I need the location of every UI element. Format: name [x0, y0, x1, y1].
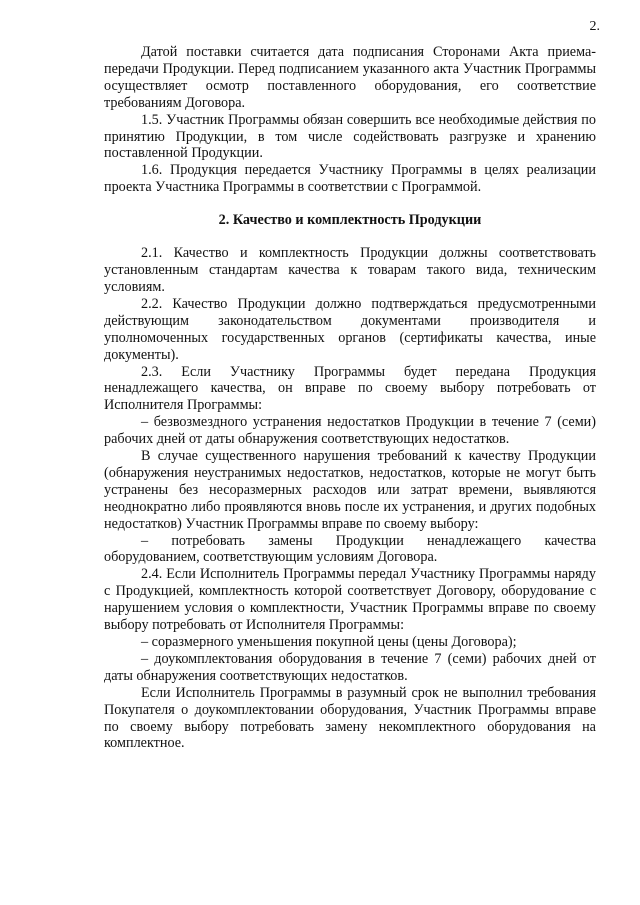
paragraph-incomplete-replacement: Если Исполнитель Программы в разумный срок не выполнил требования Покупателя о доукомплектовании оборудования, Участник Программы вправе по своему выбору потребовать замену некомплектного оборудования на комплектное. [104, 684, 596, 752]
section-heading: 2. Качество и комплектность Продукции [218, 212, 482, 229]
list-item-replacement: – потребовать замены Продукции ненадлежащего качества оборудованием, соответствующим условиям Договора. [104, 532, 596, 566]
paragraph-2-2: 2.2. Качество Продукции должно подтверждаться предусмотренными действующим законодательством документами производителя и уполномоченных государственных органов (сертификаты качества, иные документы). [104, 295, 596, 363]
paragraph-1-6: 1.6. Продукция передается Участнику Программы в целях реализации проекта Участника Программы в соответствии с Программой. [104, 162, 596, 196]
paragraph-delivery-date: Датой поставки считается дата подписания Сторонами Акта приема-передачи Продукции. Перед подписанием указанного акта Участник Программы осуществляет осмотр поставленного оборудования, его соответствие требованиям Договора. [104, 44, 596, 111]
list-item-price-reduction: – соразмерного уменьшения покупной цены (цены Договора); [141, 634, 517, 650]
paragraph-1-5: 1.5. Участник Программы обязан совершить все необходимые действия по принятию Продукции, в том числе содействовать разгрузке и хранению поставленной Продукции. [104, 111, 596, 162]
paragraph-significant-breach: В случае существенного нарушения требований к качеству Продукции (обнаружения неустранимых недостатков, недостатков, которые не могут быть устранены без несоразмерных расходов или затрат времени, выявляются неоднократно либо проявляются вновь после их устранения, и других подобных недостатков) Участник Программы вправе по своему выбору: [104, 448, 596, 532]
document-body [104, 44, 596, 752]
page-number: 2. [589, 19, 600, 34]
list-item-repair: – безвозмездного устранения недостатков Продукции в течение 7 (семи) рабочих дней от даты обнаружения соответствующих недостатков. [104, 414, 596, 448]
paragraph-2-1: 2.1. Качество и комплектность Продукции должны соответствовать установленным стандартам качества к товарам такого вида, техническим условиям. [104, 245, 596, 295]
paragraph-2-4: 2.4. Если Исполнитель Программы передал Участнику Программы наряду с Продукцией, комплектность которой соответствует Договору, оборудование с нарушением условия о комплектности, Участник Программы вправе по своему выбору потребовать от Исполнителя Программы: [104, 566, 596, 634]
paragraph-2-3: 2.3. Если Участнику Программы будет передана Продукция ненадлежащего качества, он вправе по своему выбору потребовать от Исполнителя Программы: [104, 363, 596, 414]
list-item-completion: – доукомплектования оборудования в течение 7 (семи) рабочих дней от даты обнаружения соответствующих недостатков. [104, 650, 596, 684]
